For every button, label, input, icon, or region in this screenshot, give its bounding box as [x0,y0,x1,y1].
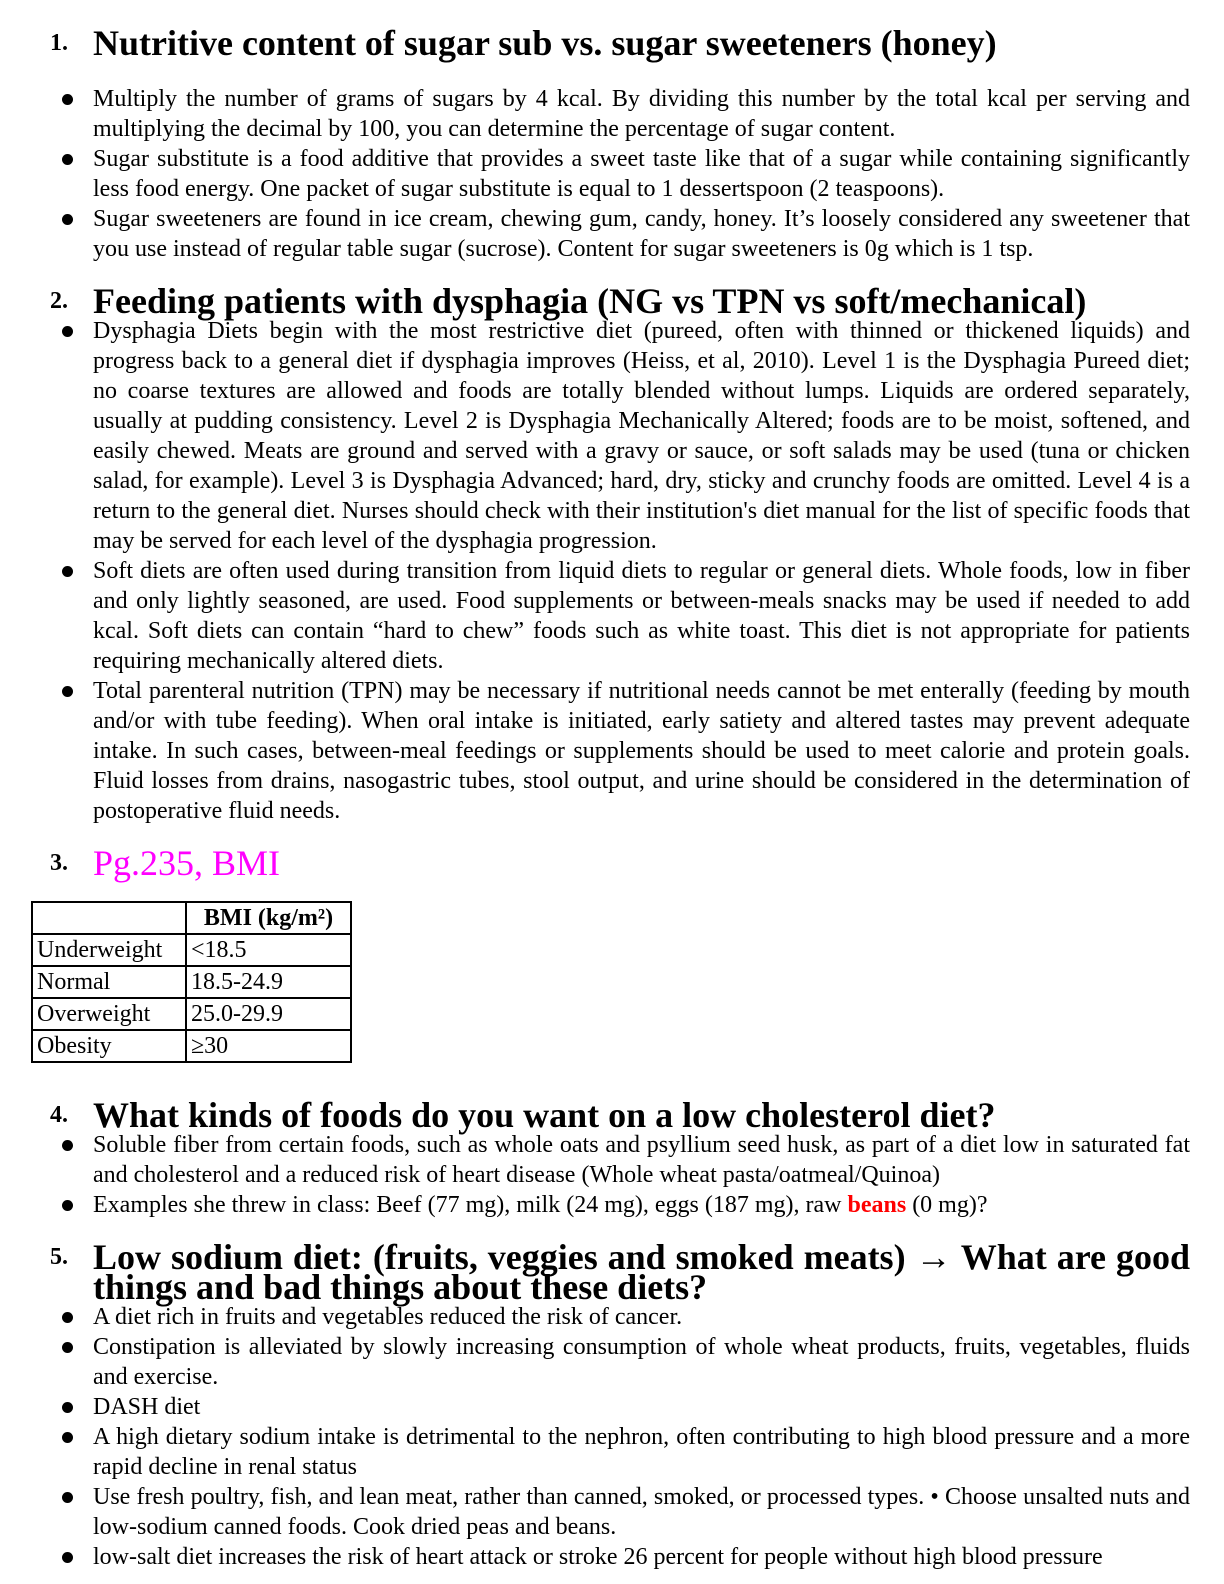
section-heading [0,843,1224,883]
bullet-text: A diet rich in fruits and vegetables reduced the risk of cancer. [93,1304,683,1330]
list-item [0,1422,1224,1482]
bullet-text-after: (0 mg)? [906,1192,988,1218]
list-item [0,204,1224,264]
bullet-text: Soluble fiber from certain foods, such as whole oats and psyllium seed husk, as part of a diet low in saturated fat and cholesterol and a reduced risk of heart disease (Whole wheat pasta/oatmeal/Quinoa) [93,1132,1190,1188]
bullet-text: Use fresh poultry, fish, and lean meat, rather than canned, smoked, or processed types. • Choose unsalted nuts and low-sodium canned foods. Cook dried peas and beans. [93,1484,1190,1540]
bullet-icon [50,1190,93,1211]
bmi-table-row-obesity [32,1030,351,1062]
highlighted-word-beans: beans [847,1192,907,1218]
bmi-table-row-underweight [32,934,351,966]
bullet-icon [50,316,93,337]
bmi-table-header-cell: BMI (kg/m²) [186,902,351,934]
list-item [0,676,1224,826]
section-title: Feeding patients with dysphagia (NG vs TPN vs soft/mechanical) [93,281,1087,321]
section-title: Low sodium diet: (fruits, veggies and smoked meats) → What are good things and bad things about these diets? [93,1237,1190,1307]
bmi-range-cell: <18.5 [186,934,351,966]
bullet-icon [50,1392,93,1413]
bmi-category-cell: Underweight [32,934,186,966]
bmi-range-cell: ≥30 [186,1030,351,1062]
bullet-icon [50,1130,93,1151]
bmi-category-cell: Normal [32,966,186,998]
section-number: 4. [50,1102,68,1128]
section-title: What kinds of foods do you want on a low cholesterol diet? [93,1095,996,1135]
section-number: 2. [50,288,68,314]
section-low-sodium [0,1237,1224,1572]
list-item [0,144,1224,204]
section-title: Nutritive content of sugar sub vs. sugar sweeteners (honey) [93,23,997,63]
section-heading [0,281,1224,321]
bmi-range-cell: 18.5-24.9 [186,966,351,998]
section-heading [0,1237,1224,1307]
bmi-category-cell: Overweight [32,998,186,1030]
bullet-icon [50,556,93,577]
list-item [0,316,1224,556]
list-item [0,84,1224,144]
section-number: 1. [50,30,68,56]
section-nutritive-sugar [0,23,1224,264]
bmi-table-container [31,901,1224,1063]
bullet-icon [50,1422,93,1443]
section-heading [0,1095,1224,1135]
bmi-table-header-row [32,902,351,934]
section-bmi [0,843,1224,1063]
bmi-table-header-empty-cell [32,902,186,934]
bullet-icon [50,1542,93,1563]
section-title-page-reference: Pg.235, BMI [93,843,281,883]
section-number: 5. [50,1244,68,1270]
bullet-text: Dysphagia Diets begin with the most restrictive diet (pureed, often with thinned or thickened liquids) and progress back to a general diet if dysphagia improves (Heiss, et al, 2010). Level 1 is the Dysphagia Pureed diet; no coarse textures are allowed and foods are totally blended without lumps. Liquids are ordered separately, usually at pudding consistency. Level 2 is Dysphagia Mechanically Altered; foods are to be moist, softened, and easily chewed. Meats are ground and served with a gravy or sauce, or soft salads may be used (tuna or chicken salad, for example). Level 3 is Dysphagia Advanced; hard, dry, sticky and crunchy foods are omitted. Level 4 is a return to the general diet. Nurses should check with their institution's diet manual for the list of specific foods that may be served for each level of the dysphagia progression. [93,318,1190,554]
list-item [0,1190,1224,1220]
bullet-text: low-salt diet increases the risk of heart attack or stroke 26 percent for people without high blood pressure [93,1544,1103,1570]
section-low-cholesterol [0,1095,1224,1220]
bullet-text: Sugar sweeteners are found in ice cream, chewing gum, candy, honey. It’s loosely considered any sweetener that you use instead of regular table sugar (sucrose). Content for sugar sweeteners is 0g which is 1 tsp. [93,206,1190,262]
section-heading [0,23,1224,63]
bullet-icon [50,1482,93,1503]
bmi-range-cell: 25.0-29.9 [186,998,351,1030]
bullet-text: Soft diets are often used during transition from liquid diets to regular or general diets. Whole foods, low in fiber and only lightly seasoned, are used. Food supplements or between-meals snacks may be used if needed to add kcal. Soft diets can contain “hard to chew” foods such as white toast. This diet is not appropriate for patients requiring mechanically altered diets. [93,558,1190,674]
list-item [0,1332,1224,1392]
bmi-table-row-overweight [32,998,351,1030]
list-item [0,1392,1224,1422]
list-item [0,1302,1224,1332]
bullet-icon [50,1302,93,1323]
bullet-icon [50,84,93,105]
bullet-text-with-highlight [93,1190,1190,1220]
bmi-table [31,901,352,1063]
section-number: 3. [50,850,68,876]
bullet-icon [50,144,93,165]
bullet-text: DASH diet [93,1394,201,1420]
bmi-table-row-normal [32,966,351,998]
bullet-text: Multiply the number of grams of sugars by 4 kcal. By dividing this number by the total kcal per serving and multiplying the decimal by 100, you can determine the percentage of sugar content. [93,86,1190,142]
bullet-text-before: Examples she threw in class: Beef (77 mg), milk (24 mg), eggs (187 mg), raw [93,1192,848,1218]
section-dysphagia [0,281,1224,826]
list-item [0,1482,1224,1542]
bullet-icon [50,676,93,697]
list-item [0,556,1224,676]
bullet-icon [50,204,93,225]
bullet-icon [50,1332,93,1353]
list-item [0,1542,1224,1572]
bullet-text: A high dietary sodium intake is detrimental to the nephron, often contributing to high blood pressure and a more rapid decline in renal status [93,1424,1190,1480]
bullet-text: Total parenteral nutrition (TPN) may be necessary if nutritional needs cannot be met enterally (feeding by mouth and/or with tube feeding). When oral intake is initiated, early satiety and altered tastes may prevent adequate intake. In such cases, between-meal feedings or supplements should be used to meet calorie and protein goals. Fluid losses from drains, nasogastric tubes, stool output, and urine should be considered in the determination of postoperative fluid needs. [93,678,1190,824]
bmi-category-cell: Obesity [32,1030,186,1062]
bullet-text: Constipation is alleviated by slowly increasing consumption of whole wheat products, fruits, vegetables, fluids and exercise. [93,1334,1190,1390]
list-item [0,1130,1224,1190]
bullet-text: Sugar substitute is a food additive that provides a sweet taste like that of a sugar while containing significantly less food energy. One packet of sugar substitute is equal to 1 dessertspoon (2 teaspoons). [93,146,1190,202]
